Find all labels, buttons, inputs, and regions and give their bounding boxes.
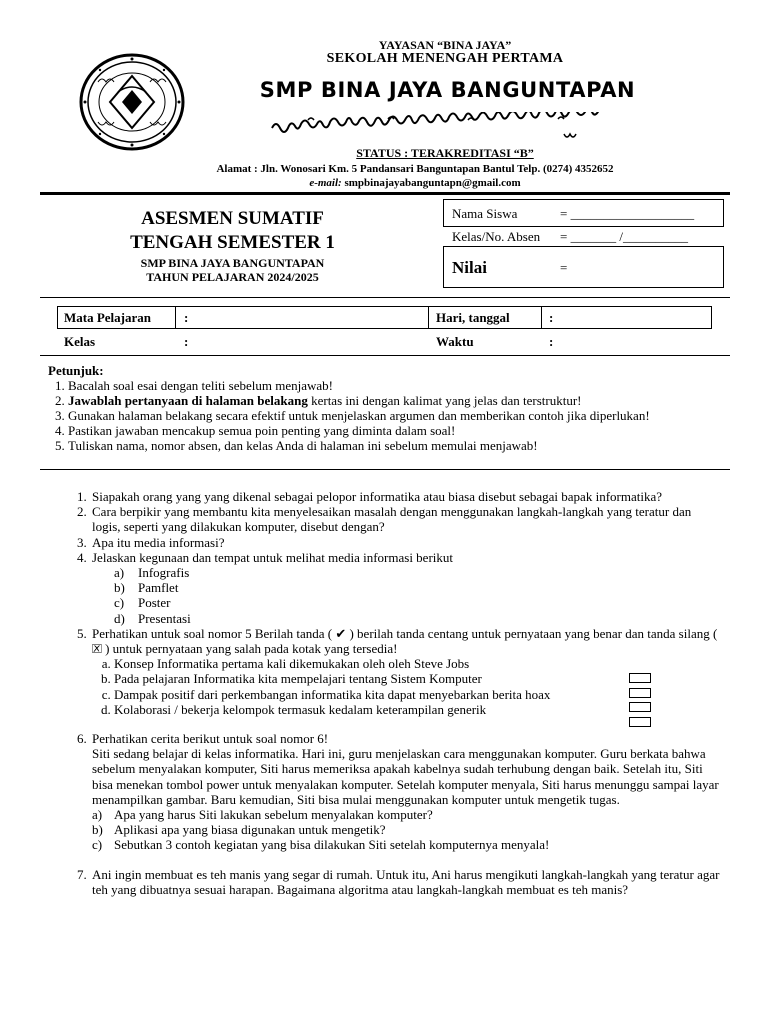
question-6-sub: b) Aplikasi apa yang biasa digunakan untuk mengetik? xyxy=(92,822,386,838)
yayasan-name: YAYASAN “BINA JAYA” xyxy=(378,38,512,52)
instructions-list xyxy=(48,378,720,453)
question-4-option: c) Poster xyxy=(114,595,171,611)
answer-checkbox[interactable] xyxy=(629,717,651,727)
info-divider xyxy=(40,355,730,356)
question-list xyxy=(67,489,722,897)
question-6-story: Siti sedang belajar di kelas informatika. Hari ini, guru menjelaskan cara menggunakan komputer. Guru berkata bahwa sebelum menyalakan komputer, Siti harus memeriksa apakah kabelnya sudah terhubung dengan baik. Setelah itu, Siti bisa menekan tombol power untuk menyalakan komputer. Setelah komputer menyala, Siti harus menunggu sampai layar menampilkan gambar. Baru kemudian, Siti bisa mulai menggunakan komputer untuk mengetik tugas. xyxy=(92,746,719,807)
subject-info-table xyxy=(57,306,712,329)
school-address: Alamat : Jln. Wonosari Km. 5 Pandansari Banguntapan Bantul Telp. (0274) 4352652 xyxy=(216,163,614,175)
question-3: 3. Apa itu media informasi? xyxy=(90,535,722,550)
question-5-statement: d. Kolaborasi / bekerja kelompok termasuk kedalam keterampilan generik xyxy=(114,702,722,717)
table-divider xyxy=(175,306,176,329)
question-5-statement: a. Konsep Informatika pertama kali dikemukakan oleh oleh Steve Jobs xyxy=(114,656,722,671)
question-5-statement: b. Pada pelajaran Informatika kita mempelajari tentang Sistem Komputer xyxy=(114,671,722,686)
table-divider xyxy=(428,306,429,329)
student-name-field[interactable]: = ___________________ xyxy=(560,206,695,221)
date-field[interactable]: : xyxy=(549,310,554,325)
instructions-divider xyxy=(40,469,730,470)
answer-checkbox[interactable] xyxy=(629,688,651,698)
time-field[interactable]: : xyxy=(549,334,554,349)
exam-subtitle: TENGAH SEMESTER 1 xyxy=(130,232,335,253)
class-label: Kelas xyxy=(64,334,96,349)
question-5: 5. Perhatikan untuk soal nomor 5 Berilah tanda ( ✔ ) berilah tanda centang untuk pernyataan yang benar dan tanda silang ( 🗵 ) untuk pernyataan yang salah pada kotak yang tersedia! a. Konsep Informatika pertama kali dikemukakan oleh oleh Steve Jobs b. Pada pelajaran Informatika kita mempelajari tentang Sistem Komputer c. Dampak positif dari perkembangan informatika kita dapat menyebarkan berita hoax d. Kolaborasi / bekerja kelompok termasuk kedalam keterampilan generik xyxy=(90,626,722,717)
table-divider xyxy=(541,306,542,329)
subject-label: Mata Pelajaran xyxy=(64,310,152,325)
answer-checkbox[interactable] xyxy=(629,702,651,712)
instruction-item: 5. Tuliskan nama, nomor absen, dan kelas Anda di halaman ini sebelum memulai menjawab! xyxy=(68,438,720,453)
title-divider xyxy=(40,297,730,298)
question-6-sub: a) Apa yang harus Siti lakukan sebelum menyalakan komputer? xyxy=(92,807,433,823)
question-2: 2. Cara berpikir yang membantu kita menyelesaikan masalah dengan menggunakan langkah-langkah yang teratur dan logis, seperti yang dilakukan komputer, disebut dengan? xyxy=(90,504,722,534)
instruction-item: 4. Pastikan jawaban mencakup semua poin penting yang diminta dalam soal! xyxy=(68,423,720,438)
question-6-sub: c) Sebutkan 3 contoh kegiatan yang bisa dilakukan Siti setelah komputernya menyala! xyxy=(92,837,550,853)
accreditation-status: STATUS : TERAKREDITASI “B” xyxy=(356,146,534,160)
header-divider xyxy=(40,192,730,195)
subject-field[interactable]: : xyxy=(184,310,189,325)
answer-checkbox[interactable] xyxy=(629,673,651,683)
school-name: SMP BINA JAYA BANGUNTAPAN xyxy=(259,78,636,102)
student-class-label: Kelas/No. Absen xyxy=(452,229,541,244)
student-name-label: Nama Siswa xyxy=(452,206,518,221)
date-label: Hari, tanggal xyxy=(436,310,510,325)
question-6: 6. Perhatikan cerita berikut untuk soal nomor 6! Siti sedang belajar di kelas informatika. Hari ini, guru menjelaskan cara menggunakan komputer. Guru berkata bahwa sebelum menyalakan komputer, Siti harus memeriksa apakah kabelnya sudah terhubung dengan baik. Setelah itu, Siti bisa menekan tombol power untuk menyalakan komputer. Setelah komputer menyala, Siti harus menunggu sampai layar menampilkan gambar. Baru kemudian, Siti bisa mulai menggunakan komputer untuk mengetik tugas. a) Apa yang harus Siti lakukan sebelum menyalakan komputer? b) Aplikasi apa yang biasa digunakan untuk mengetik? c) Sebutkan 3 contoh kegiatan yang bisa dilakukan Siti setelah komputernya menyala! xyxy=(90,731,722,853)
score-field[interactable]: = xyxy=(560,260,568,275)
question-1: 1. Siapakah orang yang yang dikenal sebagai pelopor informatika atau biasa disebut sebagai bapak informatika? xyxy=(90,489,722,504)
school-email: e-mail: smpbinajayabanguntapn@gmail.com xyxy=(309,177,521,189)
question-4-option: a) Infografis xyxy=(114,565,190,581)
instruction-item: 2. Jawablah pertanyaan di halaman belakang kertas ini dengan kalimat yang jelas dan terstruktur! xyxy=(68,393,720,408)
question-4-option: b) Pamflet xyxy=(114,580,179,596)
question-5-statement: c. Dampak positif dari perkembangan informatika kita dapat menyebarkan berita hoax xyxy=(114,687,722,702)
school-crest-icon xyxy=(78,52,186,152)
time-label: Waktu xyxy=(436,334,474,349)
question-4: 4. Jelaskan kegunaan dan tempat untuk melihat media informasi berikut a) Infografis b) Pamflet c) Poster d) Presentasi xyxy=(90,550,722,626)
exam-title: ASESMEN SUMATIF xyxy=(141,208,324,229)
exam-year: TAHUN PELAJARAN 2024/2025 xyxy=(146,270,319,284)
score-label: Nilai xyxy=(452,258,487,277)
student-class-field[interactable]: = _______ /__________ xyxy=(560,229,688,244)
school-level: SEKOLAH MENENGAH PERTAMA xyxy=(326,51,564,66)
instruction-item: 1. Bacalah soal esai dengan teliti sebelum menjawab! xyxy=(68,378,720,393)
instructions-title: Petunjuk: xyxy=(48,363,104,378)
javanese-script-icon xyxy=(268,112,638,142)
instruction-item: 3. Gunakan halaman belakang secara efektif untuk menjelaskan argumen dan memberikan contoh jika diperlukan! xyxy=(68,408,720,423)
question-4-option: d) Presentasi xyxy=(114,610,191,626)
class-field[interactable]: : xyxy=(184,334,189,349)
question-7: 7. Ani ingin membuat es teh manis yang segar di rumah. Untuk itu, Ani harus mengikuti langkah-langkah yang teratur agar teh yang dibuatnya sesuai harapan. Bagaimana algoritma atau langkah-langkah membuat es teh manis? xyxy=(90,867,722,897)
exam-school: SMP BINA JAYA BANGUNTAPAN xyxy=(140,256,325,270)
